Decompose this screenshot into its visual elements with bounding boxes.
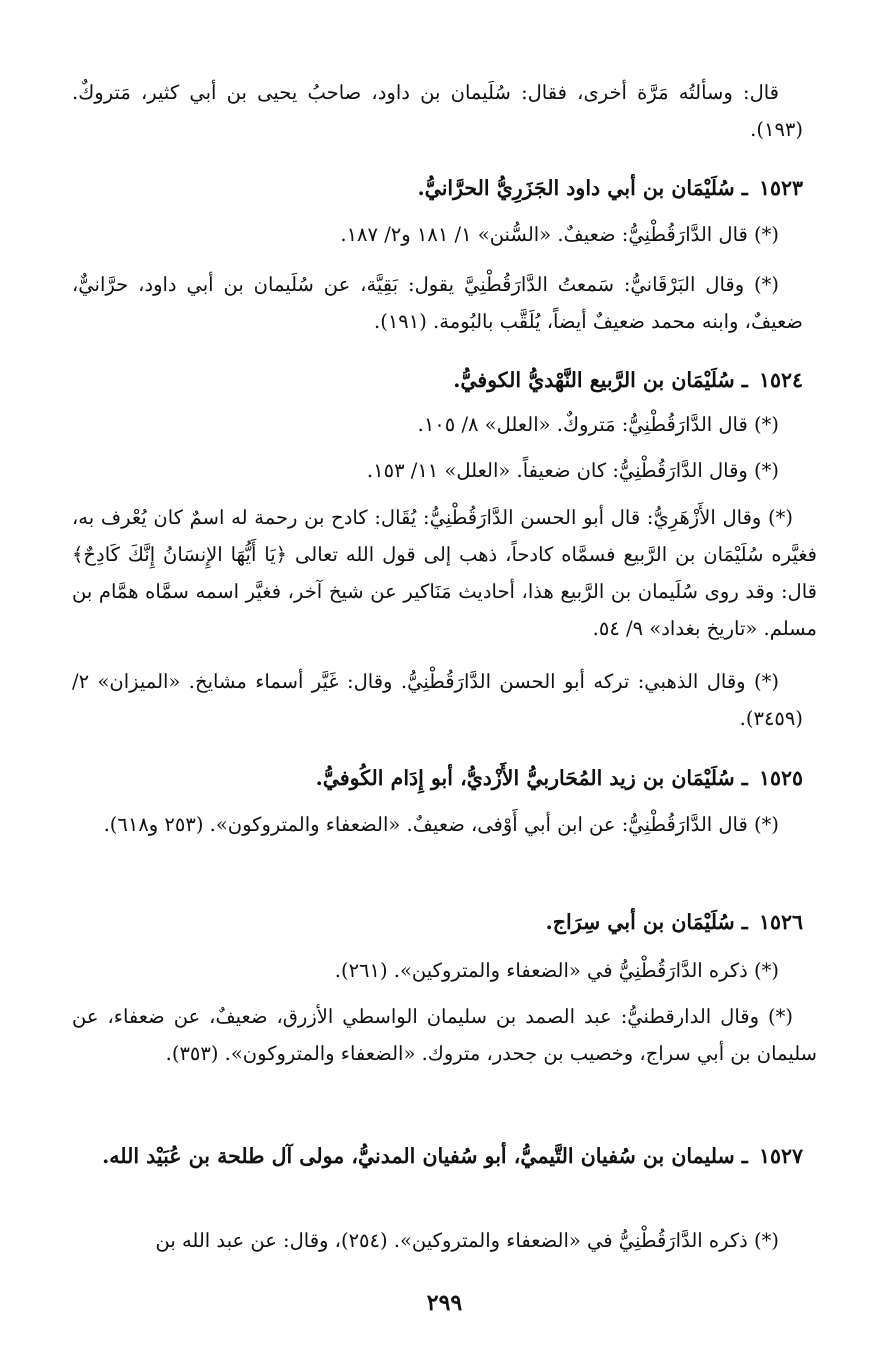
paragraph-text: (*) وقال الأَزْهَرِيُّ: قال أبو الحسن الدَّارَقُطْنِيُّ: يُقَال: كادح بن رحمة له اسمٌ كان يُعْرف به، فغيَّره سُلَيْمَان بن الرَّبيع فسمَّاه كادحاً، ذهب إلى قول الله تعالى ﴿يَا أَيُّهَا الإِنسَانُ إِنَّكَ كَادِحٌ﴾ قال: وقد روى سُلَيمان بن الرَّبيع هذا، أحاديث مَنَاكير عن شيخ آخر، فغيَّر اسمه سمَّاه همَّام بن مسلم. «تاريخ بغداد» ٩/ ٥٤. <box>72 506 817 640</box>
entry-title: سُلَيْمَان بن زيد المُحَاربيُّ الأَزْديُّ، أبو إِدَام الكُوفيُّ. <box>315 766 735 790</box>
entry-title: سُلَيْمَان بن أبي داود الجَزَرِيُّ الحرَّانيُّ. <box>417 176 735 200</box>
entry-title: سُلَيْمَان بن أبي سِرَاج. <box>545 910 735 934</box>
entry-paragraph <box>72 663 803 737</box>
entry-heading-1525: ١٥٢٥ ـ سُلَيْمَان بن زيد المُحَاربيُّ الأَزْديُّ، أبو إِدَام الكُوفيُّ. <box>315 766 803 790</box>
entry-paragraph <box>72 806 803 843</box>
entry-heading-1527: ١٥٢٧ ـ سليمان بن سُفيان التَّيميُّ، أبو سُفيان المدنيُّ، مولى آل طلحة بن عُبَيْد الله. <box>102 1144 803 1168</box>
entry-heading-1524: ١٥٢٤ ـ سُلَيْمَان بن الرَّبيع النَّهْديُّ الكوفيُّ. <box>453 368 803 392</box>
entry-title: سليمان بن سُفيان التَّيميُّ، أبو سُفيان المدنيُّ، مولى آل طلحة بن عُبَيْد الله. <box>102 1144 735 1168</box>
paragraph-text: (*) وقال الذهبي: تركه أبو الحسن الدَّارَقُطْنِيُّ. وقال: غَيَّر أسماء مشايخ. «الميزان» ٢/ (٣٤٥٩). <box>72 670 803 730</box>
page-number: ٢٩٩ <box>426 1290 463 1316</box>
entry-heading-1523: ١٥٢٣ ـ سُلَيْمَان بن أبي داود الجَزَرِيُّ الحرَّانيُّ. <box>417 176 803 200</box>
entry-paragraph <box>72 1222 803 1259</box>
paragraph-text: (*) وقال الدارقطنيُّ: عبد الصمد بن سليمان الواسطي الأزرق، ضعيفٌ، عن ضعفاء، عن سليمان بن أبي سراج، وخصيب بن جحدر، متروك. «الضعفاء والمتروكون». (٣٥٣). <box>72 1005 817 1065</box>
entry-paragraph <box>72 216 803 253</box>
paragraph-text: (*) ذكره الدَّارَقُطْنِيُّ في «الضعفاء والمتروكين». (٢٥٤)، وقال: عن عبد الله بن <box>155 1229 779 1252</box>
entry-number: ١٥٢٧ <box>758 1144 803 1168</box>
paragraph-text: (*) وقال البَرْقَانيُّ: سَمعتُ الدَّارَقُطْنِيَّ يقول: بَقِيَّة، عن سُلَيمان بن أبي داود، حرَّانيٌّ، ضعيفٌ، وابنه محمد ضعيفٌ أيضاً، يُلَقَّب بالبُومة. (١٩١). <box>72 273 803 333</box>
continuation-paragraph <box>72 74 803 148</box>
entry-paragraph <box>72 452 803 489</box>
entry-heading-1526: ١٥٢٦ ـ سُلَيْمَان بن أبي سِرَاج. <box>545 910 803 934</box>
entry-title: سُلَيْمَان بن الرَّبيع النَّهْديُّ الكوفيُّ. <box>453 368 735 392</box>
paragraph-text: (*) ذكره الدَّارَقُطْنِيُّ في «الضعفاء والمتروكين». (٢٦١). <box>334 959 779 982</box>
entry-number: ١٥٢٥ <box>758 766 803 790</box>
entry-paragraph <box>72 952 803 989</box>
entry-number: ١٥٢٣ <box>758 176 803 200</box>
entry-paragraph <box>72 266 803 340</box>
paragraph-text: (*) قال الدَّارَقُطْنِيُّ: عن ابن أبي أَوْفى، ضعيفٌ. «الضعفاء والمتروكون». (٢٥٣ و٦١٨). <box>103 813 779 836</box>
paragraph-text: (*) قال الدَّارَقُطْنِيُّ: ضعيفٌ. «السُّنن» ١/ ١٨١ و٢/ ١٨٧. <box>340 223 779 246</box>
paragraph-text: (*) وقال الدَّارَقُطْنِيُّ: كان ضعيفاً. «العلل» ١١/ ١٥٣. <box>366 459 779 482</box>
entry-number: ١٥٢٤ <box>758 368 803 392</box>
entry-paragraph <box>72 998 817 1072</box>
paragraph-text: (*) قال الدَّارَقُطْنِيُّ: مَتروكٌ. «العلل» ٨/ ١٠٥. <box>417 413 779 436</box>
paragraph-text: قال: وسألتُه مَرَّة أخرى، فقال: سُلَيمان بن داود، صاحبُ يحيى بن أبي كثير، مَتروكٌ. (١٩٣). <box>72 81 803 141</box>
entry-paragraph <box>72 406 803 443</box>
entry-paragraph <box>72 499 817 647</box>
entry-number: ١٥٢٦ <box>758 910 803 934</box>
